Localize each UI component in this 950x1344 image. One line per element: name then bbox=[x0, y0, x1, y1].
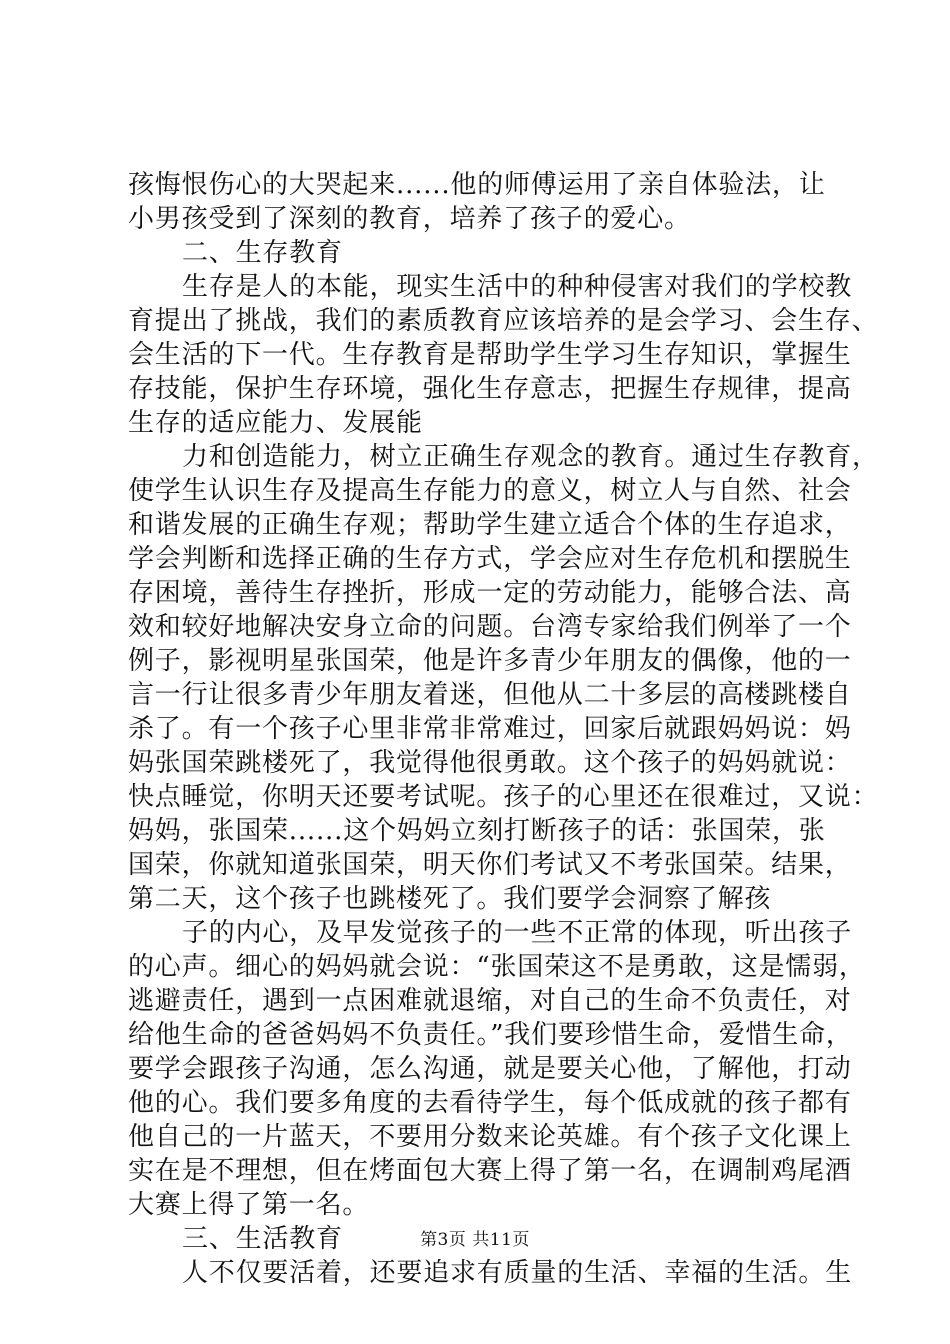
text-line: 生存的适应能力、发展能 bbox=[128, 408, 423, 438]
section-heading: 二、生存教育 bbox=[182, 238, 343, 268]
text-line: 他自己的一片蓝天，不要用分数来论英雄。有个孩子文化课上 bbox=[128, 1122, 852, 1152]
text-line: 要学会跟孩子沟通，怎么沟通，就是要关心他，了解他，打动 bbox=[128, 1054, 852, 1084]
text-line: 妈张国荣跳楼死了，我觉得他很勇敢。这个孩子的妈妈就说： bbox=[128, 748, 852, 778]
text-line: 第二天，这个孩子也跳楼死了。我们要学会洞察了解孩 bbox=[128, 884, 772, 914]
text-line: 存困境，善待生存挫折，形成一定的劳动能力，能够合法、高 bbox=[128, 578, 852, 608]
text-line: 人不仅要活着，还要追求有质量的生活、幸福的生活。生 bbox=[182, 1258, 853, 1288]
text-line: 使学生认识生存及提高生存能力的意义，树立人与自然、社会 bbox=[128, 476, 852, 506]
text-line: 快点睡觉，你明天还要考试呢。孩子的心里还在很难过，又说： bbox=[128, 782, 879, 812]
text-line: 杀了。有一个孩子心里非常非常难过，回家后就跟妈妈说：妈 bbox=[128, 714, 852, 744]
text-line: 会生活的下一代。生存教育是帮助学生学习生存知识，掌握生 bbox=[128, 340, 852, 370]
text-line: 的心声。细心的妈妈就会说：“张国荣这不是勇敢，这是懦弱， bbox=[128, 952, 866, 982]
text-line: 和谐发展的正确生存观；帮助学生建立适合个体的生存追求， bbox=[128, 510, 852, 540]
text-line: 效和较好地解决安身立命的问题。台湾专家给我们例举了一个 bbox=[128, 612, 852, 642]
text-line: 给他生命的爸爸妈妈不负责任。”我们要珍惜生命，爱惜生命， bbox=[128, 1020, 853, 1050]
text-line: 存技能，保护生存环境，强化生存意志，把握生存规律，提高 bbox=[128, 374, 852, 404]
text-line: 大赛上得了第一名。 bbox=[128, 1190, 370, 1220]
text-line: 学会判断和选择正确的生存方式，学会应对生存危机和摆脱生 bbox=[128, 544, 852, 574]
text-line: 小男孩受到了深刻的教育，培养了孩子的爱心。 bbox=[128, 204, 691, 234]
page-number-footer: 第3页 共11页 bbox=[420, 1230, 530, 1250]
text-line: 逃避责任，遇到一点困难就退缩，对自己的生命不负责任，对 bbox=[128, 986, 852, 1016]
text-line: 实在是不理想，但在烤面包大赛上得了第一名，在调制鸡尾酒 bbox=[128, 1156, 852, 1186]
text-line: 言一行让很多青少年朋友着迷，但他从二十多层的高楼跳楼自 bbox=[128, 680, 852, 710]
text-line: 例子，影视明星张国荣，他是许多青少年朋友的偶像，他的一 bbox=[128, 646, 852, 676]
section-heading: 三、生活教育 bbox=[182, 1224, 343, 1254]
text-line: 他的心。我们要多角度的去看待学生，每个低成就的孩子都有 bbox=[128, 1088, 852, 1118]
text-line: 国荣，你就知道张国荣，明天你们考试又不考张国荣。结果， bbox=[128, 850, 852, 880]
text-line: 孩悔恨伤心的大哭起来......他的师傅运用了亲自体验法，让 bbox=[128, 170, 826, 200]
text-line: 育提出了挑战，我们的素质教育应该培养的是会学习、会生存、 bbox=[128, 306, 879, 336]
text-line: 力和创造能力，树立正确生存观念的教育。通过生存教育， bbox=[182, 442, 879, 472]
text-line: 生存是人的本能，现实生活中的种种侵害对我们的学校教 bbox=[182, 272, 853, 302]
body-text bbox=[128, 168, 879, 1290]
text-line: 子的内心，及早发觉孩子的一些不正常的体现，听出孩子 bbox=[182, 918, 853, 948]
text-line: 妈妈，张国荣......这个妈妈立刻打断孩子的话：张国荣，张 bbox=[128, 816, 826, 846]
